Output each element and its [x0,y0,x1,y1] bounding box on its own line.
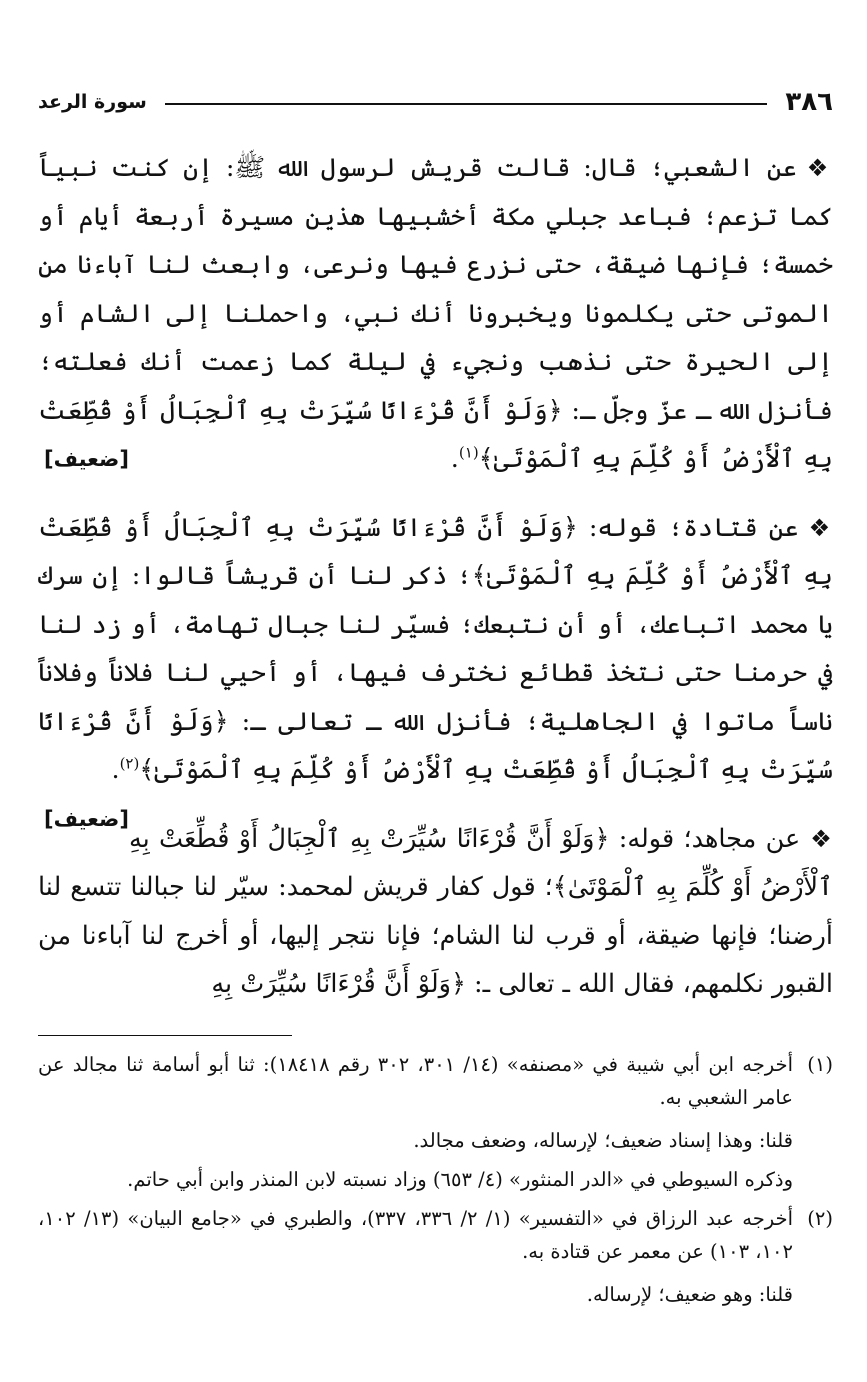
footnote-text: قلنا: وهذا إسناد ضعيف؛ لإرساله، وضعف مجالد. [413,1128,793,1152]
footnote-entry [38,1202,833,1274]
footnote-text: قلنا: وهو ضعيف؛ لإرساله. [586,1282,793,1306]
page-header [38,82,833,122]
grade-label: [ضعيف] [44,447,129,471]
diamond-marker-icon: ❖ [808,513,833,542]
footnote-separator [38,1035,292,1036]
footnote-number: (٢) [807,1206,833,1230]
footnote-text: أخرجه عبد الرزاق في «التفسير» (١/ ٢/ ٣٣٦، ٣٣٧)، والطبري في «جامع البيان» (١٣/ ١٠٢، ١٠٢، ١٠٣) عن معمر عن قتادة به. [38,1206,794,1263]
narration-paragraph [38,504,833,831]
header-rule [165,103,768,105]
footnote-ref: (١) [458,443,479,462]
footnote-number: (١) [807,1052,833,1076]
footnote-text: وذكره السيوطي في «الدر المنثور» (٤/ ٦٥٣) وزاد نسبته لابن المنذر وابن أبي حاتم. [127,1167,793,1191]
narration-text: عن مجاهد؛ قوله: ﴿وَلَوْ أَنَّ قُرْءَانًا سُيِّرَتْ بِهِ ٱلْجِبَالُ أَوْ قُطِّعَتْ بِهِ ٱلْأَرْضُ أَوْ كُلِّمَ بِهِ ٱلْمَوْتَىٰ﴾؛ قول كفار قريش لمحمد: سيّر لنا جبالنا تتسع لنا أرضنا؛ فإنها ضيقة، أو قرب لنا الشام؛ فإنا نتجر إليها، أو أخرج لنا آباءنا من القبور نكلمهم، فقال الله ـ تعالى ـ: ﴿وَلَوْ أَنَّ قُرْءَانًا سُيِّرَتْ بِهِ [38,823,833,999]
sentence-end: . [450,444,459,474]
footnote-text: أخرجه ابن أبي شيبة في «مصنفه» (١٤/ ٣٠١، ٣٠٢ رقم ١٨٤١٨): ثنا أبو أسامة ثنا مجالد عن عامر الشعبي به. [38,1052,793,1109]
footnotes [38,1048,833,1311]
surah-name: سورة الرعد [38,91,147,113]
diamond-marker-icon: ❖ [806,154,833,182]
footnote-entry [38,1048,833,1120]
narration-text: عن قتادة؛ قوله: ﴿وَلَوْ أَنَّ قُرْءَانًا سُيِّرَتْ بِهِ ٱلْجِبَالُ أَوْ قُطِّعَتْ بِهِ ٱلْأَرْضُ أَوْ كُلِّمَ بِهِ ٱلْمَوْتَىٰ﴾؛ ذكر لنا أن قريشاً قالوا: إن سرك يا محمد اتباعك، أو أن نتبعك؛ فسيّر لنا جبال تهامة، أو زد لنا في حرمنا حتى نتخذ قطائع نخترف فيها، أو أحيي لنا فلاناً وفلاناً ناساً ماتوا في الجاهلية؛ فأنزل الله ـ تعالى ـ: ﴿وَلَوْ أَنَّ قُرْءَانًا سُيِّرَتْ بِهِ ٱلْجِبَالُ أَوْ قُطِّعَتْ بِهِ ٱلْأَرْضُ أَوْ كُلِّمَ بِهِ ٱلْمَوْتَىٰ﴾ [38,512,833,785]
page-number: ٣٨٦ [785,87,833,117]
footnote-ref: (٢) [119,754,140,773]
narration-text: عن الشعبي؛ قال: قالت قريش لرسول الله ﷺ: إن كنت نبياً كما تزعم؛ فباعد جبلي مكة أخشبيها هذين مسيرة أربعة أيام أو خمسة؛ فإنها ضيقة، حتى نزرع فيها ونرعى، وابعث لنا آباءنا من الموتى حتى يكلمونا ويخبرونا أنك نبي، واحملنا إلى الشام أو إلى الحيرة حتى نذهب ونجيء في ليلة كما زعمت أنك فعلته؛ فأنزل الله ـ عزّ وجلّ ـ: ﴿وَلَوْ أَنَّ قُرْءَانًا سُيِّرَتْ بِهِ ٱلْجِبَالُ أَوْ قُطِّعَتْ بِهِ ٱلْأَرْضُ أَوْ كُلِّمَ بِهِ ٱلْمَوْتَىٰ﴾ [38,153,833,474]
grade-label: [ضعيف] [44,806,129,831]
narration-paragraph [38,144,833,484]
book-page [38,82,833,1317]
diamond-marker-icon: ❖ [810,824,833,853]
sentence-end: . [111,755,120,785]
main-text [38,144,833,1009]
narration-paragraph [38,815,833,1009]
